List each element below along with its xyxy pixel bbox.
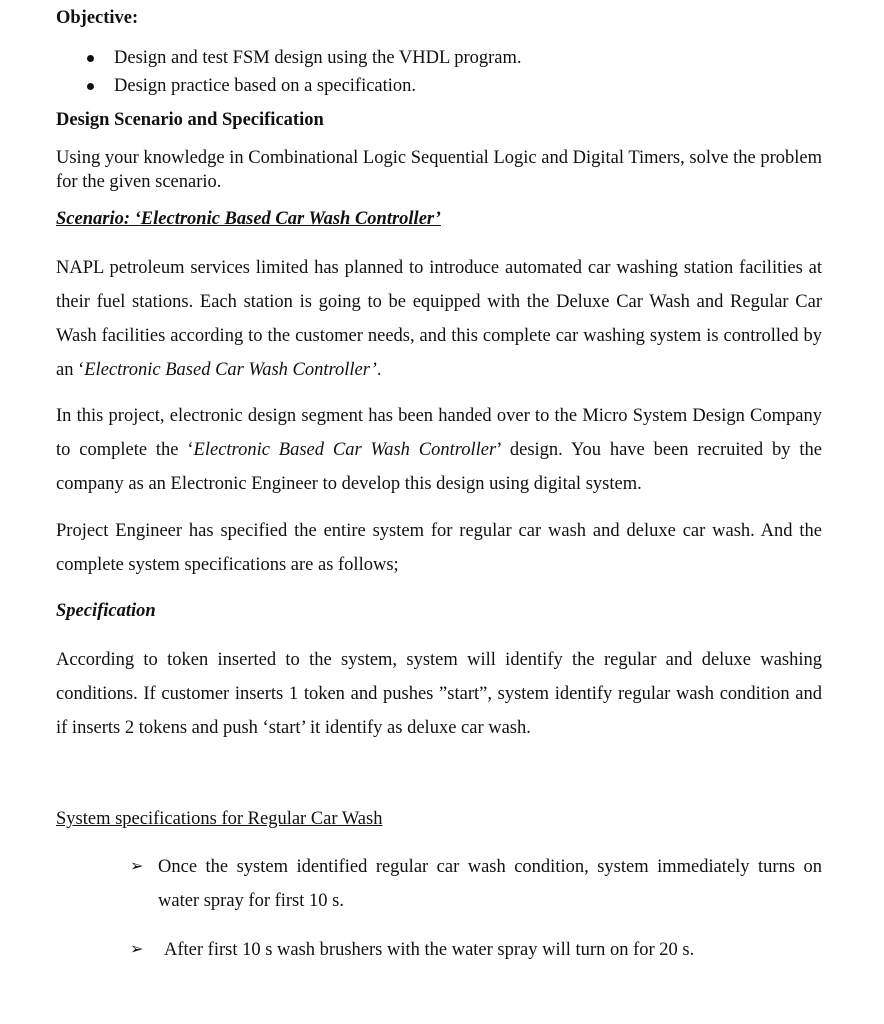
list-item — [56, 44, 522, 72]
scenario-paragraph-1-text: NAPL petroleum services limited has planned to introduce automated car washing station facilities at their fuel stations. Each station is going to be equipped with the Deluxe Car Wash and Regular Car Wash facilities according to the customer needs, and this complete car washing system is controlled by an ‘ — [56, 258, 822, 380]
specification-body: According to token inserted to the system, system will identify the regular and deluxe washing conditions. If customer inserts 1 token and pushes ”start”, system identify regular wash condition and if inserts 2 tokens and push ‘start’ it identify as deluxe car wash. — [56, 650, 822, 738]
arrow-bullet-icon: ➢ — [130, 941, 144, 958]
scenario-title — [56, 209, 441, 230]
regular-wash-item-text: Once the system identified regular car wash condition, system immediately turns on water spray for first 10 s. — [158, 857, 822, 911]
scenario-paragraph-2-end: ’ design. You have been recruited by the company as an Electronic Engineer to develop this design using digital system. — [56, 440, 822, 494]
objective-item-text: Design and test FSM design using the VHDL program. — [114, 48, 522, 68]
objective-list — [56, 44, 522, 100]
design-scenario-intro: Using your knowledge in Combinational Logic Sequential Logic and Digital Timers, solve the problem for the given scenario. — [56, 148, 822, 192]
scenario-paragraph-3: Project Engineer has specified the entire system for regular car wash and deluxe car wash. And the complete system specifications are as follows; — [56, 521, 822, 575]
list-item — [56, 72, 522, 100]
scenario-paragraph-1-end: . — [376, 360, 382, 380]
regular-wash-heading: System specifications for Regular Car Wash — [56, 809, 383, 829]
scenario-title-name: Electronic Based Car Wash Controller’ — [140, 209, 441, 229]
objective-heading: Objective: — [56, 8, 139, 28]
arrow-bullet-icon: ➢ — [130, 858, 144, 875]
regular-wash-item-text: After first 10 s wash brushers with the water spray will turn on for 20 s. — [164, 940, 695, 960]
scenario-paragraph-2-start: In this project, electronic design segment has been handed over to the Micro System Design Company to complete the ‘ — [56, 406, 822, 460]
design-scenario-heading: Design Scenario and Specification — [56, 110, 324, 130]
bullet-dot-icon — [87, 55, 94, 62]
specification-heading: Specification — [56, 601, 156, 621]
objective-item-text: Design practice based on a specification. — [114, 76, 417, 96]
bullet-dot-icon — [87, 83, 94, 90]
scenario-title-prefix: Scenario: ‘ — [56, 209, 141, 229]
scenario-paragraph-1-emphasis: Electronic Based Car Wash Controller’ — [84, 360, 377, 380]
list-item — [130, 850, 822, 918]
list-item — [130, 933, 822, 967]
scenario-paragraph-1 — [56, 251, 822, 387]
scenario-paragraph-2 — [56, 399, 822, 501]
scenario-paragraph-2-emphasis: Electronic Based Car Wash Controller — [193, 440, 497, 460]
